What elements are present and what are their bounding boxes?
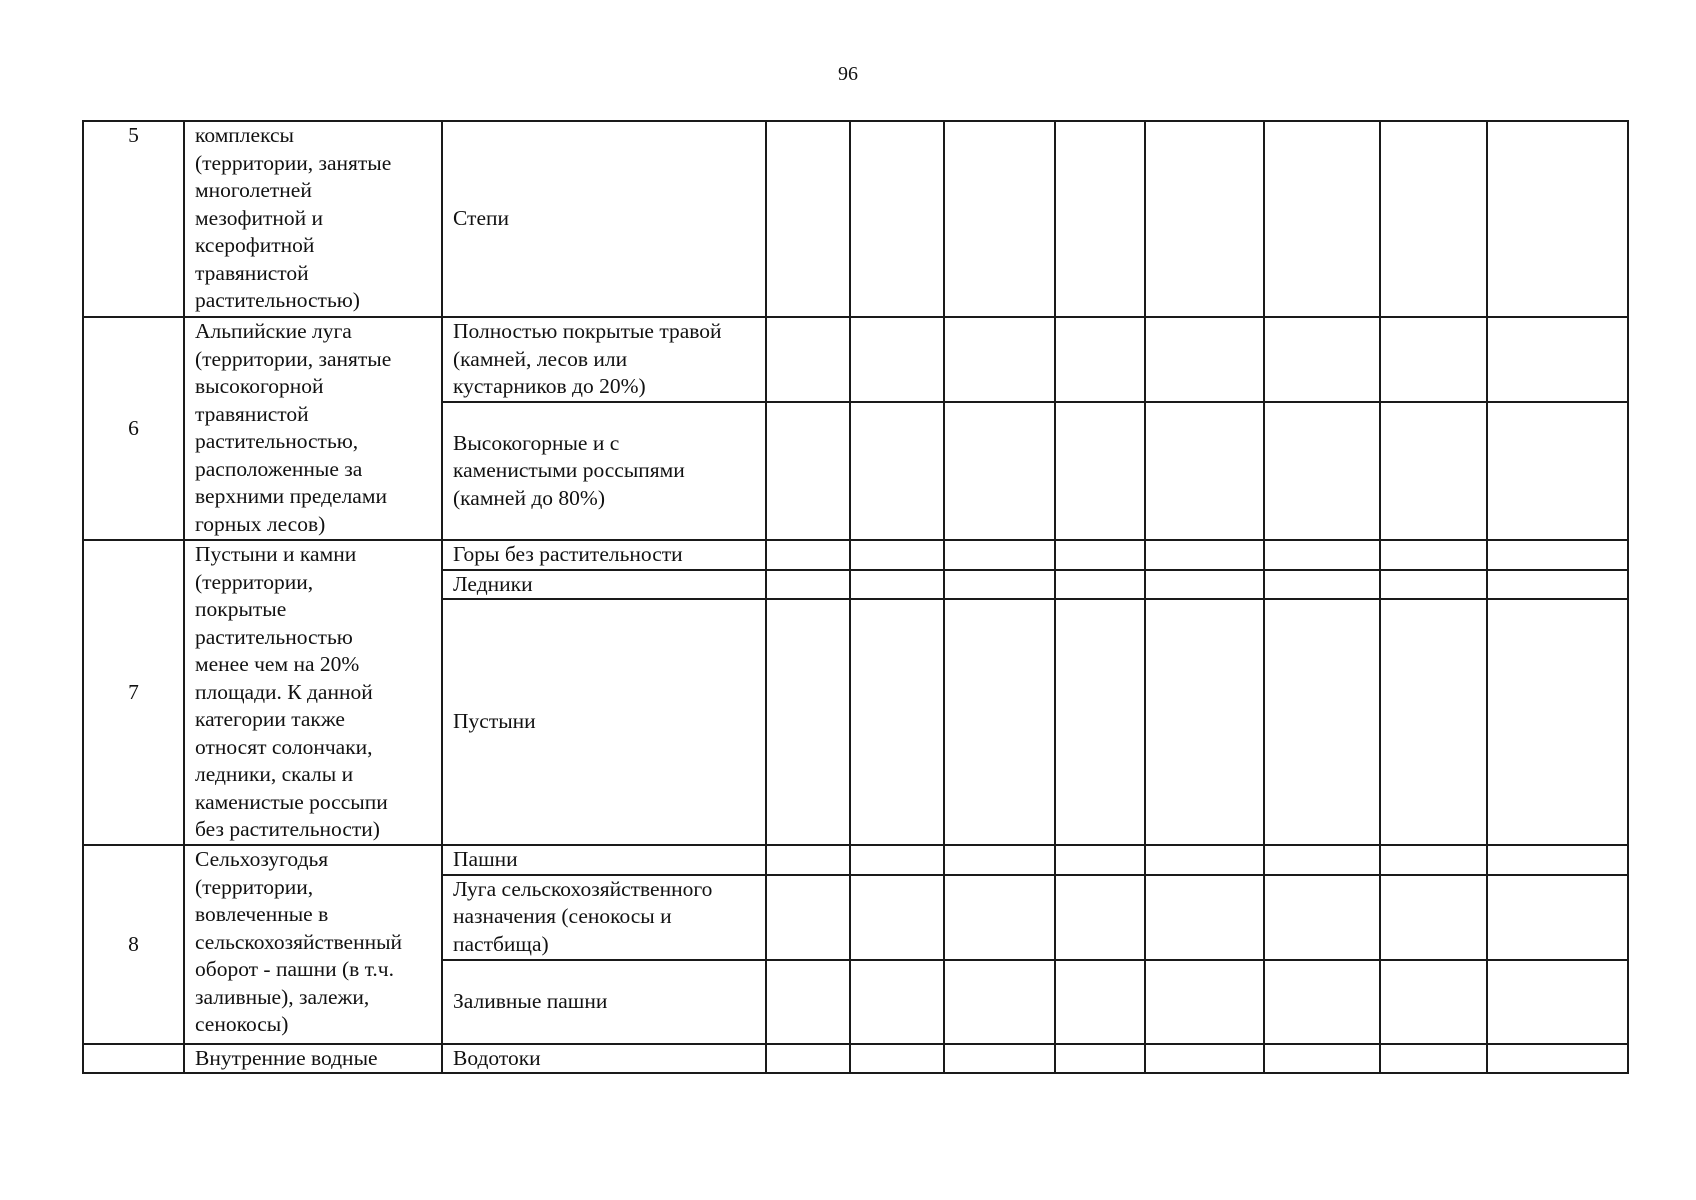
- subtype-cell: Степи: [442, 121, 766, 317]
- empty-cell: [1055, 1044, 1145, 1074]
- empty-cell: [1264, 402, 1380, 540]
- empty-cell: [1145, 402, 1264, 540]
- empty-cell: [1145, 599, 1264, 845]
- table-row: [83, 540, 1628, 570]
- empty-cell: [1145, 1044, 1264, 1074]
- empty-cell: [1487, 875, 1628, 960]
- subtype-cell: Горы без растительности: [442, 540, 766, 570]
- subtype-cell: Полностью покрытые травой (камней, лесов или кустарников до 20%): [442, 317, 766, 402]
- empty-cell: [1145, 960, 1264, 1044]
- empty-cell: [1380, 570, 1487, 600]
- empty-cell: [1145, 121, 1264, 317]
- empty-cell: [944, 317, 1055, 402]
- empty-cell: [850, 570, 944, 600]
- empty-cell: [1145, 845, 1264, 875]
- empty-cell: [1380, 1044, 1487, 1074]
- empty-cell: [766, 402, 850, 540]
- row-number: 6: [83, 317, 184, 540]
- empty-cell: [1380, 402, 1487, 540]
- row-number: 7: [83, 540, 184, 845]
- empty-cell: [850, 845, 944, 875]
- empty-cell: [766, 317, 850, 402]
- subtype-cell: Заливные пашни: [442, 960, 766, 1044]
- empty-cell: [1380, 960, 1487, 1044]
- row-number: [83, 1044, 184, 1074]
- empty-cell: [1380, 599, 1487, 845]
- empty-cell: [1264, 317, 1380, 402]
- empty-cell: [1055, 317, 1145, 402]
- table-row: [83, 1044, 1628, 1074]
- empty-cell: [944, 845, 1055, 875]
- empty-cell: [1055, 570, 1145, 600]
- empty-cell: [766, 599, 850, 845]
- empty-cell: [1380, 875, 1487, 960]
- empty-cell: [1145, 570, 1264, 600]
- empty-cell: [1264, 570, 1380, 600]
- empty-cell: [1055, 845, 1145, 875]
- empty-cell: [1055, 875, 1145, 960]
- empty-cell: [1264, 960, 1380, 1044]
- empty-cell: [1380, 317, 1487, 402]
- empty-cell: [1487, 402, 1628, 540]
- empty-cell: [850, 875, 944, 960]
- row-number: 5: [83, 121, 184, 317]
- empty-cell: [1380, 540, 1487, 570]
- empty-cell: [1487, 540, 1628, 570]
- empty-cell: [766, 540, 850, 570]
- empty-cell: [1487, 570, 1628, 600]
- empty-cell: [1055, 540, 1145, 570]
- empty-cell: [850, 1044, 944, 1074]
- empty-cell: [850, 960, 944, 1044]
- empty-cell: [1145, 317, 1264, 402]
- empty-cell: [944, 570, 1055, 600]
- empty-cell: [1145, 875, 1264, 960]
- empty-cell: [1264, 845, 1380, 875]
- category-description: Сельхозугодья (территории, вовлеченные в сельскохозяйственный оборот - пашни (в т.ч. заливные), залежи, сенокосы): [184, 845, 442, 1044]
- row-number: 8: [83, 845, 184, 1044]
- land-category-table: [82, 120, 1629, 1074]
- empty-cell: [1487, 845, 1628, 875]
- empty-cell: [850, 317, 944, 402]
- empty-cell: [1055, 599, 1145, 845]
- empty-cell: [850, 121, 944, 317]
- empty-cell: [1264, 875, 1380, 960]
- empty-cell: [944, 540, 1055, 570]
- empty-cell: [1264, 121, 1380, 317]
- subtype-cell: Пашни: [442, 845, 766, 875]
- empty-cell: [1055, 960, 1145, 1044]
- empty-cell: [944, 599, 1055, 845]
- table-row: [83, 317, 1628, 402]
- empty-cell: [1264, 1044, 1380, 1074]
- subtype-cell: Луга сельскохозяйственного назначения (сенокосы и пастбища): [442, 875, 766, 960]
- empty-cell: [944, 402, 1055, 540]
- empty-cell: [1487, 121, 1628, 317]
- empty-cell: [1380, 845, 1487, 875]
- empty-cell: [850, 599, 944, 845]
- empty-cell: [1145, 540, 1264, 570]
- empty-cell: [1055, 402, 1145, 540]
- category-description: Пустыни и камни (территории, покрытые растительностью менее чем на 20% площади. К данной категории также относят солончаки, ледники, скалы и каменистые россыпи без растительности): [184, 540, 442, 845]
- empty-cell: [944, 121, 1055, 317]
- empty-cell: [1055, 121, 1145, 317]
- table-row: [83, 121, 1628, 317]
- empty-cell: [766, 570, 850, 600]
- empty-cell: [1380, 121, 1487, 317]
- empty-cell: [766, 121, 850, 317]
- empty-cell: [1487, 317, 1628, 402]
- empty-cell: [850, 540, 944, 570]
- empty-cell: [766, 1044, 850, 1074]
- subtype-cell: Пустыни: [442, 599, 766, 845]
- empty-cell: [944, 960, 1055, 1044]
- category-description: Альпийские луга (территории, занятые высокогорной травянистой растительностью, расположенные за верхними пределами горных лесов): [184, 317, 442, 540]
- empty-cell: [1487, 1044, 1628, 1074]
- empty-cell: [944, 1044, 1055, 1074]
- table-row: [83, 845, 1628, 875]
- empty-cell: [1264, 540, 1380, 570]
- category-description: комплексы (территории, занятые многолетней мезофитной и ксерофитной травянистой растительностью): [184, 121, 442, 317]
- category-description: Внутренние водные: [184, 1044, 442, 1074]
- empty-cell: [766, 960, 850, 1044]
- empty-cell: [1487, 960, 1628, 1044]
- empty-cell: [1487, 599, 1628, 845]
- empty-cell: [944, 875, 1055, 960]
- empty-cell: [1264, 599, 1380, 845]
- empty-cell: [766, 875, 850, 960]
- subtype-cell: Ледники: [442, 570, 766, 600]
- subtype-cell: Водотоки: [442, 1044, 766, 1074]
- subtype-cell: Высокогорные и с каменистыми россыпями (камней до 80%): [442, 402, 766, 540]
- page-number: 96: [838, 63, 858, 85]
- empty-cell: [850, 402, 944, 540]
- empty-cell: [766, 845, 850, 875]
